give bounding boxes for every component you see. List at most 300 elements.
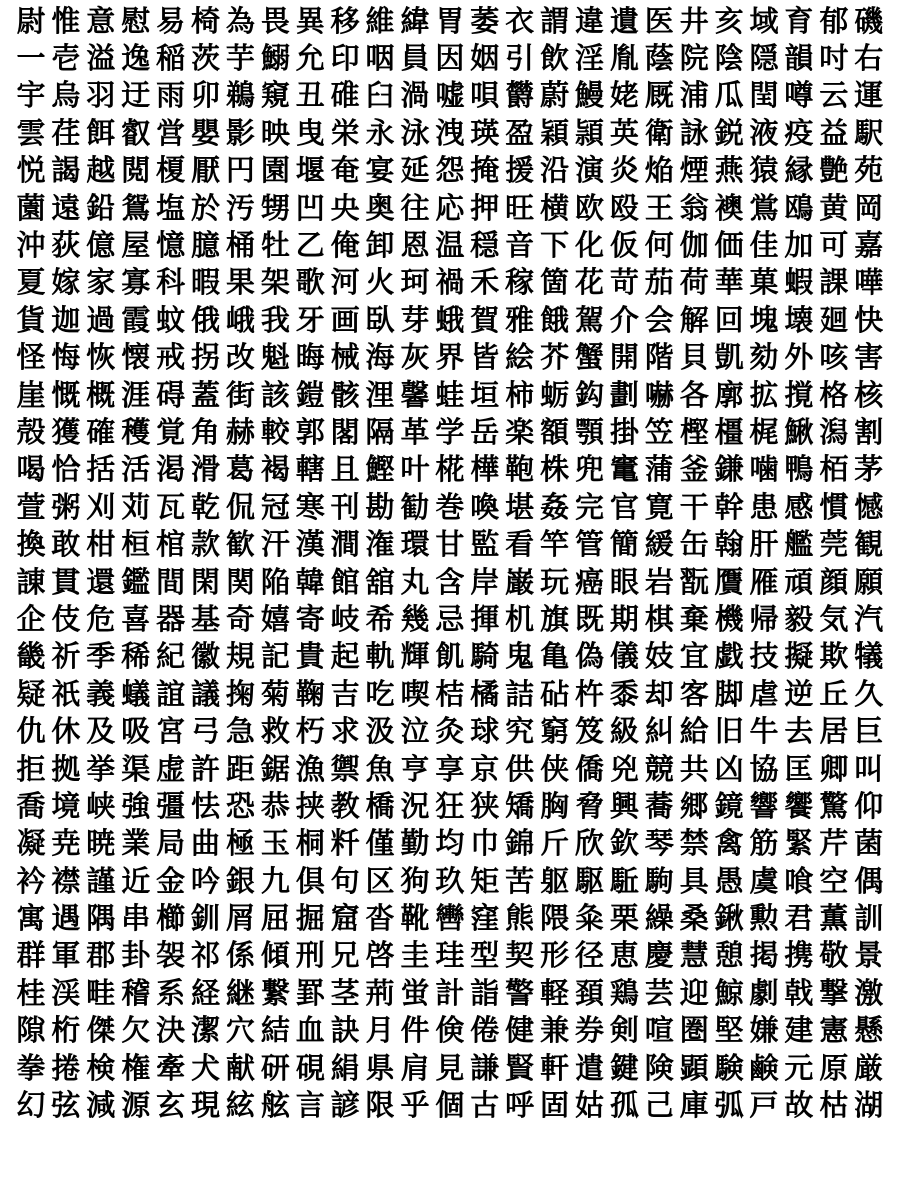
kanji-glyph: 許 [191, 751, 221, 786]
kanji-glyph: 駕 [574, 302, 604, 337]
kanji-glyph: 珂 [400, 265, 430, 300]
kanji-glyph: 嘘 [435, 78, 465, 113]
kanji-glyph: 幹 [714, 489, 744, 524]
kanji-glyph: 鋸 [260, 751, 290, 786]
kanji-glyph: 宴 [365, 153, 395, 188]
kanji-glyph: 沓 [365, 901, 395, 936]
kanji-glyph: 幾 [400, 601, 430, 636]
kanji-glyph: 暁 [86, 826, 116, 861]
kanji-glyph: 廻 [819, 302, 849, 337]
kanji-glyph: 廓 [714, 377, 744, 412]
kanji-glyph: 佳 [749, 228, 779, 263]
kanji-glyph: 競 [644, 751, 674, 786]
kanji-glyph: 葛 [225, 452, 255, 487]
kanji-glyph: 貴 [295, 639, 325, 674]
kanji-glyph: 鰍 [784, 414, 814, 449]
kanji-glyph: 屑 [225, 901, 255, 936]
kanji-glyph: 卿 [819, 751, 849, 786]
kanji-glyph: 義 [86, 676, 116, 711]
kanji-glyph: 驚 [819, 788, 849, 823]
kanji-glyph: 官 [609, 489, 639, 524]
kanji-glyph: 央 [330, 190, 360, 225]
kanji-glyph: 乎 [400, 1088, 430, 1123]
kanji-glyph: 禽 [714, 826, 744, 861]
kanji-glyph: 袈 [156, 938, 186, 973]
glyph-row [14, 114, 886, 151]
kanji-glyph: 鹸 [749, 1050, 779, 1085]
kanji-glyph: 揮 [470, 601, 500, 636]
kanji-glyph: 憶 [156, 228, 186, 263]
kanji-glyph: 議 [191, 676, 221, 711]
kanji-glyph: 慣 [819, 489, 849, 524]
kanji-glyph: 皆 [470, 340, 500, 375]
kanji-glyph: 苛 [609, 265, 639, 300]
kanji-glyph: 芽 [400, 302, 430, 337]
kanji-glyph: 唄 [470, 78, 500, 113]
kanji-glyph: 鰹 [365, 452, 395, 487]
kanji-glyph: 鎧 [295, 377, 325, 412]
kanji-glyph: 澗 [330, 527, 360, 562]
kanji-glyph: 謙 [470, 1050, 500, 1085]
kanji-glyph: 肝 [749, 527, 779, 562]
kanji-glyph: 嘉 [854, 228, 884, 263]
kanji-glyph: 雲 [16, 115, 46, 150]
kanji-glyph: 求 [330, 714, 360, 749]
kanji-glyph: 奥 [365, 190, 395, 225]
kanji-glyph: 旺 [505, 190, 535, 225]
kanji-glyph: 柑 [86, 527, 116, 562]
kanji-glyph: 慶 [644, 938, 674, 973]
kanji-glyph: 甘 [435, 527, 465, 562]
kanji-glyph: 浦 [679, 78, 709, 113]
kanji-glyph: 鈎 [574, 377, 604, 412]
kanji-glyph: 芹 [819, 826, 849, 861]
kanji-glyph: 記 [260, 639, 290, 674]
kanji-glyph: 叶 [400, 452, 430, 487]
kanji-glyph: 凱 [714, 340, 744, 375]
kanji-glyph: 軌 [365, 639, 395, 674]
kanji-glyph: 鑑 [121, 564, 151, 599]
kanji-glyph: 竃 [609, 452, 639, 487]
kanji-glyph: 栢 [819, 452, 849, 487]
kanji-glyph: 宮 [156, 714, 186, 749]
kanji-glyph: 外 [784, 340, 814, 375]
kanji-glyph: 改 [225, 340, 255, 375]
kanji-glyph: 骸 [330, 377, 360, 412]
kanji-glyph: 襖 [714, 190, 744, 225]
kanji-glyph: 鵜 [225, 78, 255, 113]
kanji-glyph: 印 [330, 41, 360, 76]
kanji-glyph: 翰 [714, 527, 744, 562]
kanji-glyph: 花 [574, 265, 604, 300]
kanji-glyph: 叡 [121, 115, 151, 150]
kanji-glyph: 喚 [470, 489, 500, 524]
kanji-glyph: 閲 [121, 153, 151, 188]
kanji-glyph: 彊 [156, 788, 186, 823]
kanji-glyph: 瓦 [156, 489, 186, 524]
kanji-glyph: 岐 [330, 601, 360, 636]
kanji-glyph: 晦 [295, 340, 325, 375]
kanji-glyph: 尭 [51, 826, 81, 861]
kanji-glyph: 褐 [260, 452, 290, 487]
kanji-glyph: 幻 [16, 1088, 46, 1123]
glyph-row [14, 1012, 886, 1049]
kanji-glyph: 茄 [644, 265, 674, 300]
kanji-glyph: 岳 [470, 414, 500, 449]
kanji-glyph: 鯨 [714, 975, 744, 1010]
kanji-glyph: 険 [644, 1050, 674, 1085]
kanji-glyph: 窪 [470, 901, 500, 936]
kanji-glyph: 科 [156, 265, 186, 300]
kanji-glyph: 穎 [540, 115, 570, 150]
kanji-glyph: 勲 [749, 901, 779, 936]
kanji-glyph: 規 [225, 639, 255, 674]
kanji-glyph: 薗 [16, 190, 46, 225]
kanji-glyph: 願 [854, 564, 884, 599]
kanji-glyph: 供 [505, 751, 535, 786]
kanji-glyph: 巾 [470, 826, 500, 861]
glyph-row [14, 77, 886, 114]
kanji-glyph: 捲 [51, 1050, 81, 1085]
kanji-glyph: 帰 [749, 601, 779, 636]
kanji-glyph: 経 [191, 975, 221, 1010]
kanji-glyph: 臼 [365, 78, 395, 113]
kanji-glyph: 妓 [644, 639, 674, 674]
kanji-glyph: 冠 [260, 489, 290, 524]
kanji-glyph: 吃 [365, 676, 395, 711]
kanji-glyph: 教 [330, 788, 360, 823]
kanji-glyph: 演 [574, 153, 604, 188]
kanji-glyph: 及 [86, 714, 116, 749]
kanji-glyph: 凹 [295, 190, 325, 225]
kanji-glyph: 軒 [540, 1050, 570, 1085]
kanji-glyph: 倹 [435, 1013, 465, 1048]
kanji-glyph: 沿 [540, 153, 570, 188]
kanji-glyph: 苅 [121, 489, 151, 524]
kanji-glyph: 割 [854, 414, 884, 449]
glyph-row [14, 825, 886, 862]
kanji-glyph: 掩 [470, 153, 500, 188]
kanji-glyph: 欧 [574, 190, 604, 225]
kanji-glyph: 寓 [16, 901, 46, 936]
kanji-glyph: 献 [225, 1050, 255, 1085]
kanji-glyph: 休 [51, 714, 81, 749]
kanji-glyph: 灸 [435, 714, 465, 749]
kanji-glyph: 謂 [540, 3, 570, 38]
kanji-glyph: 琴 [644, 826, 674, 861]
kanji-glyph: 奄 [330, 153, 360, 188]
kanji-glyph: 桶 [225, 228, 255, 263]
kanji-glyph: 塩 [156, 190, 186, 225]
kanji-glyph: 脚 [714, 676, 744, 711]
kanji-glyph: 牛 [749, 714, 779, 749]
kanji-glyph: 激 [854, 975, 884, 1010]
kanji-glyph: 引 [505, 41, 535, 76]
kanji-glyph: 異 [295, 3, 325, 38]
kanji-glyph: 瓜 [714, 78, 744, 113]
kanji-glyph: 継 [225, 975, 255, 1010]
kanji-glyph: 緩 [644, 527, 674, 562]
kanji-glyph: 訓 [854, 901, 884, 936]
kanji-glyph: 河 [330, 265, 360, 300]
kanji-glyph: 共 [679, 751, 709, 786]
kanji-glyph: 確 [86, 414, 116, 449]
kanji-glyph: 緊 [784, 826, 814, 861]
kanji-glyph: 屋 [121, 228, 151, 263]
kanji-glyph: 塊 [749, 302, 779, 337]
glyph-row [14, 899, 886, 936]
kanji-glyph: 己 [644, 1088, 674, 1123]
kanji-glyph: 寛 [644, 489, 674, 524]
glyph-row [14, 750, 886, 787]
kanji-glyph: 加 [784, 228, 814, 263]
kanji-glyph: 押 [470, 190, 500, 225]
kanji-glyph: 海 [365, 340, 395, 375]
kanji-glyph: 喰 [784, 863, 814, 898]
kanji-glyph: 協 [749, 751, 779, 786]
kanji-glyph: 癌 [574, 564, 604, 599]
kanji-glyph: 枯 [819, 1088, 849, 1123]
kanji-glyph: 撹 [784, 377, 814, 412]
kanji-glyph: 艦 [784, 527, 814, 562]
kanji-glyph: 飲 [540, 41, 570, 76]
kanji-glyph: 健 [505, 1013, 535, 1048]
kanji-glyph: 岡 [854, 190, 884, 225]
kanji-glyph: 伽 [679, 228, 709, 263]
kanji-glyph: 憩 [714, 938, 744, 973]
kanji-glyph: 固 [540, 1088, 570, 1123]
kanji-glyph: 荻 [51, 228, 81, 263]
kanji-glyph: 窟 [330, 901, 360, 936]
kanji-glyph: 潔 [191, 1013, 221, 1048]
kanji-glyph: 霞 [121, 302, 151, 337]
kanji-glyph: 拒 [16, 751, 46, 786]
glyph-row [14, 376, 886, 413]
kanji-glyph: 陥 [260, 564, 290, 599]
kanji-glyph: 榎 [156, 153, 186, 188]
kanji-glyph: 茎 [330, 975, 360, 1010]
kanji-glyph: 毅 [784, 601, 814, 636]
kanji-glyph: 球 [470, 714, 500, 749]
kanji-glyph: 僑 [574, 751, 604, 786]
kanji-glyph: 挙 [86, 751, 116, 786]
kanji-glyph: 域 [749, 3, 779, 38]
kanji-glyph: 姑 [574, 1088, 604, 1123]
kanji-glyph: 剣 [609, 1013, 639, 1048]
kanji-glyph: 汽 [854, 601, 884, 636]
kanji-glyph: 源 [121, 1088, 151, 1123]
kanji-glyph: 釧 [191, 901, 221, 936]
kanji-glyph: 憾 [854, 489, 884, 524]
kanji-glyph: 鴛 [121, 190, 151, 225]
kanji-glyph: 碍 [156, 377, 186, 412]
kanji-glyph: 劇 [749, 975, 779, 1010]
kanji-glyph: 掛 [609, 414, 639, 449]
kanji-glyph: 窮 [540, 714, 570, 749]
kanji-glyph: 恭 [260, 788, 290, 823]
kanji-glyph: 寄 [295, 601, 325, 636]
kanji-glyph: 玩 [540, 564, 570, 599]
kanji-glyph: 亨 [400, 751, 430, 786]
kanji-glyph: 缶 [679, 527, 709, 562]
kanji-glyph: 絃 [225, 1088, 255, 1123]
kanji-glyph: 獲 [51, 414, 81, 449]
kanji-glyph: 快 [854, 302, 884, 337]
kanji-glyph: 架 [260, 265, 290, 300]
kanji-glyph: 粁 [330, 826, 360, 861]
glyph-row [14, 638, 886, 675]
kanji-glyph: 街 [225, 377, 255, 412]
kanji-glyph: 完 [574, 489, 604, 524]
kanji-glyph: 盈 [505, 115, 535, 150]
kanji-glyph: 柿 [505, 377, 535, 412]
kanji-glyph: 粂 [574, 901, 604, 936]
kanji-glyph: 医 [644, 3, 674, 38]
glyph-row [14, 488, 886, 525]
kanji-glyph: 虚 [156, 751, 186, 786]
kanji-glyph: 乾 [191, 489, 221, 524]
kanji-glyph: 瑛 [470, 115, 500, 150]
kanji-glyph: 顔 [819, 564, 849, 599]
kanji-glyph: 蓋 [191, 377, 221, 412]
kanji-glyph: 敢 [51, 527, 81, 562]
kanji-glyph: 羽 [86, 78, 116, 113]
kanji-glyph: 具 [679, 863, 709, 898]
kanji-glyph: 気 [819, 601, 849, 636]
kanji-glyph: 区 [365, 863, 395, 898]
kanji-glyph: 金 [156, 863, 186, 898]
kanji-glyph: 隔 [365, 414, 395, 449]
kanji-glyph: 寒 [295, 489, 325, 524]
kanji-glyph: 衛 [644, 115, 674, 150]
kanji-glyph: 厭 [191, 153, 221, 188]
kanji-glyph: 祇 [51, 676, 81, 711]
kanji-glyph: 穴 [225, 1013, 255, 1048]
kanji-glyph: 畿 [16, 639, 46, 674]
kanji-glyph: 宇 [16, 78, 46, 113]
kanji-glyph: 戟 [784, 975, 814, 1010]
kanji-glyph: 且 [330, 452, 360, 487]
kanji-glyph: 響 [749, 788, 779, 823]
kanji-glyph: 育 [784, 3, 814, 38]
kanji-glyph: 笈 [574, 714, 604, 749]
kanji-glyph: 撃 [819, 975, 849, 1010]
kanji-glyph: 一 [16, 41, 46, 76]
kanji-glyph: 諌 [16, 564, 46, 599]
kanji-glyph: 畏 [260, 3, 290, 38]
kanji-glyph: 牡 [260, 228, 290, 263]
kanji-glyph: 姥 [609, 78, 639, 113]
kanji-glyph: 犠 [854, 639, 884, 674]
kanji-glyph: 凶 [714, 751, 744, 786]
kanji-glyph: 渓 [51, 975, 81, 1010]
kanji-glyph: 掬 [225, 676, 255, 711]
kanji-glyph: 茅 [854, 452, 884, 487]
kanji-glyph: 患 [749, 489, 779, 524]
kanji-glyph: 祁 [191, 938, 221, 973]
kanji-glyph: 衣 [505, 3, 535, 38]
kanji-glyph: 岸 [470, 564, 500, 599]
kanji-glyph: 斤 [540, 826, 570, 861]
kanji-glyph: 机 [505, 601, 535, 636]
kanji-glyph: 限 [365, 1088, 395, 1123]
kanji-glyph: 絵 [505, 340, 535, 375]
kanji-glyph: 介 [609, 302, 639, 337]
kanji-glyph: 壊 [784, 302, 814, 337]
glyph-row [14, 413, 886, 450]
kanji-glyph: 殻 [16, 414, 46, 449]
kanji-glyph: 椅 [191, 3, 221, 38]
kanji-glyph: 呼 [505, 1088, 535, 1123]
kanji-glyph: 活 [121, 452, 151, 487]
kanji-glyph: 銀 [225, 863, 255, 898]
kanji-glyph: 鰻 [574, 78, 604, 113]
kanji-glyph: 簡 [609, 527, 639, 562]
glyph-row [14, 301, 886, 338]
kanji-glyph: 院 [679, 41, 709, 76]
kanji-glyph: 雁 [749, 564, 779, 599]
kanji-glyph: 寡 [121, 265, 151, 300]
kanji-glyph: 管 [574, 527, 604, 562]
glyph-row [14, 974, 886, 1011]
kanji-glyph: 慰 [121, 3, 151, 38]
kanji-glyph: 矩 [470, 863, 500, 898]
kanji-glyph: 縁 [784, 153, 814, 188]
kanji-glyph: 侠 [540, 751, 570, 786]
kanji-glyph: 騎 [470, 639, 500, 674]
kanji-glyph: 俺 [330, 228, 360, 263]
kanji-glyph: 君 [784, 901, 814, 936]
kanji-glyph: 朽 [295, 714, 325, 749]
kanji-glyph: 襟 [51, 863, 81, 898]
kanji-glyph: 去 [784, 714, 814, 749]
kanji-glyph: 畦 [86, 975, 116, 1010]
kanji-glyph: 鴨 [784, 452, 814, 487]
kanji-glyph: 匡 [784, 751, 814, 786]
kanji-glyph: 棋 [644, 601, 674, 636]
kanji-glyph: 空 [819, 863, 849, 898]
kanji-glyph: 峨 [225, 302, 255, 337]
kanji-glyph: 潅 [365, 527, 395, 562]
kanji-glyph: 橋 [365, 788, 395, 823]
kanji-glyph: 詣 [470, 975, 500, 1010]
kanji-glyph: 玉 [260, 826, 290, 861]
kanji-glyph: 鍬 [714, 901, 744, 936]
kanji-glyph: 急 [225, 714, 255, 749]
kanji-glyph: 碓 [330, 78, 360, 113]
kanji-glyph: 意 [86, 3, 116, 38]
kanji-glyph: 越 [86, 153, 116, 188]
kanji-glyph: 沖 [16, 228, 46, 263]
kanji-glyph: 故 [784, 1088, 814, 1123]
kanji-glyph: 解 [679, 302, 709, 337]
kanji-glyph: 諺 [330, 1088, 360, 1123]
glyph-row [14, 189, 886, 226]
kanji-glyph: 稼 [505, 265, 535, 300]
glyph-row [14, 600, 886, 637]
kanji-glyph: 駆 [574, 863, 604, 898]
kanji-glyph: 蛎 [540, 377, 570, 412]
kanji-glyph: 桔 [435, 676, 465, 711]
kanji-glyph: 期 [609, 601, 639, 636]
kanji-glyph: 温 [435, 228, 465, 263]
kanji-glyph: 郡 [86, 938, 116, 973]
kanji-glyph: 奇 [225, 601, 255, 636]
kanji-glyph: 赫 [225, 414, 255, 449]
kanji-glyph: 極 [225, 826, 255, 861]
kanji-glyph: 渇 [156, 452, 186, 487]
kanji-glyph: 徽 [191, 639, 221, 674]
